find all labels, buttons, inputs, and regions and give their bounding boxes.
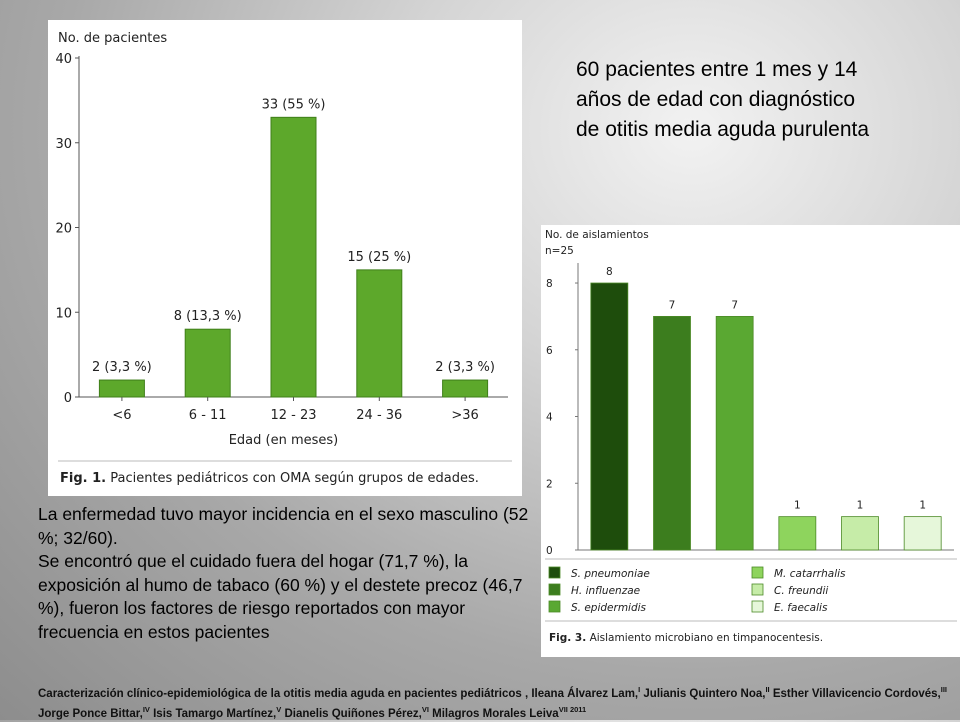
- y-tick-label: 4: [546, 411, 553, 424]
- bar-0: [99, 380, 144, 397]
- y-tick-label: 2: [546, 478, 553, 491]
- chart-subtitle: n=25: [545, 245, 574, 257]
- figure-caption: [60, 471, 479, 486]
- author-name: Jorge Ponce Bittar,: [38, 707, 143, 720]
- figure-caption: [549, 632, 823, 644]
- finding-sex-incidence: La enfermedad tuvo mayor incidencia en el sexo masculino (52 %; 32/60).: [38, 504, 529, 548]
- bar-1: [654, 316, 691, 550]
- y-tick-label: 6: [546, 344, 553, 357]
- x-tick-label: 24 - 36: [356, 408, 403, 423]
- citation-title: Caracterización clínico-epidemiológica de la otitis media aguda en pacientes pediátricos , Ileana Álvarez Lam,: [38, 687, 639, 700]
- legend-label: H. influenzae: [571, 585, 641, 597]
- legend-swatch-3: [752, 567, 763, 578]
- bar-data-label: 7: [731, 299, 739, 312]
- x-tick-label: >36: [451, 408, 479, 423]
- author-mark: II: [765, 685, 770, 694]
- fig3-isolates-chart: [541, 225, 960, 657]
- fig3-chart-panel: [541, 225, 960, 657]
- y-tick-label: 20: [55, 221, 72, 237]
- y-tick-label: 10: [55, 306, 72, 322]
- fig1-chart-panel: [48, 20, 522, 496]
- legend-swatch-0: [549, 567, 560, 578]
- bar-data-label: 2 (3,3 %): [92, 360, 152, 376]
- legend-label: C. freundii: [774, 585, 829, 597]
- caption-label: Fig. 1.: [60, 471, 107, 486]
- bar-5: [904, 517, 941, 550]
- author-mark: VII 2011: [558, 704, 587, 714]
- y-tick-label: 0: [63, 391, 72, 406]
- author-mark: IV: [142, 704, 150, 714]
- bar-1: [185, 329, 230, 397]
- y-axis-title: No. de aislamientos: [545, 229, 649, 241]
- caption-text: Pacientes pediátricos con OMA según grupos de edades.: [106, 471, 479, 486]
- legend-label: M. catarrhalis: [774, 568, 846, 580]
- author-mark: III: [940, 685, 947, 694]
- finding-risk-factors: Se encontró que el cuidado fuera del hogar (71,7 %), la exposición al humo de tabaco (60 %) y el destete precoz (46,7 %), fueron los factores de riesgo reportados con mayor frecuencia en estos pacientes: [38, 551, 523, 642]
- bar-data-label: 1: [856, 499, 864, 512]
- findings-text: [38, 503, 548, 644]
- author-name: Julianis Quintero Noa,: [640, 687, 766, 700]
- x-axis-title: Edad (en meses): [228, 433, 339, 448]
- author-name: Isis Tamargo Martínez,: [149, 707, 277, 720]
- legend-swatch-1: [549, 584, 560, 595]
- bar-4: [842, 517, 879, 550]
- bar-0: [591, 283, 628, 550]
- y-tick-label: 30: [55, 136, 72, 152]
- author-name: Dianelis Quiñones Pérez,: [281, 707, 422, 720]
- bar-data-label: 7: [668, 299, 676, 312]
- bar-3: [357, 270, 402, 397]
- author-mark: I: [638, 685, 641, 694]
- author-mark: V: [276, 704, 282, 714]
- legend-label: E. faecalis: [774, 602, 828, 614]
- bar-2: [271, 117, 316, 397]
- author-name: Esther Villavicencio Cordovés,: [769, 687, 941, 700]
- bar-data-label: 8: [605, 266, 613, 279]
- bar-data-label: 15 (25 %): [347, 249, 412, 265]
- bar-data-label: 1: [919, 499, 927, 512]
- y-tick-label: 40: [55, 52, 72, 67]
- bar-data-label: 2 (3,3 %): [435, 360, 495, 376]
- x-tick-label: 12 - 23: [270, 408, 317, 423]
- caption-label: Fig. 3.: [549, 632, 587, 644]
- bar-data-label: 1: [793, 499, 801, 512]
- y-axis-title: No. de pacientes: [58, 31, 168, 46]
- bar-data-label: 8 (13,3 %): [173, 309, 242, 325]
- x-tick-label: <6: [112, 408, 132, 423]
- fig1-age-group-chart: [48, 20, 522, 496]
- author-name: Milagros Morales Leiva: [428, 707, 559, 720]
- legend-label: S. pneumoniae: [571, 568, 650, 580]
- y-tick-label: 8: [546, 278, 553, 291]
- legend-label: S. epidermidis: [571, 602, 647, 614]
- legend-swatch-4: [752, 584, 763, 595]
- bar-data-label: 33 (55 %): [261, 97, 326, 113]
- legend-swatch-2: [549, 601, 560, 612]
- bar-3: [779, 517, 816, 550]
- author-mark: VI: [421, 704, 429, 714]
- citation: [38, 682, 953, 722]
- bar-2: [716, 316, 753, 550]
- caption-text: Aislamiento microbiano en timpanocentesis.: [586, 632, 824, 644]
- legend-swatch-5: [752, 601, 763, 612]
- y-tick-label: 0: [546, 545, 553, 557]
- bar-4: [443, 380, 488, 397]
- intro-text: 60 pacientes entre 1 mes y 14 años de edad con diagnóstico de otitis media aguda purulenta: [576, 58, 870, 141]
- x-tick-label: 6 - 11: [188, 408, 227, 423]
